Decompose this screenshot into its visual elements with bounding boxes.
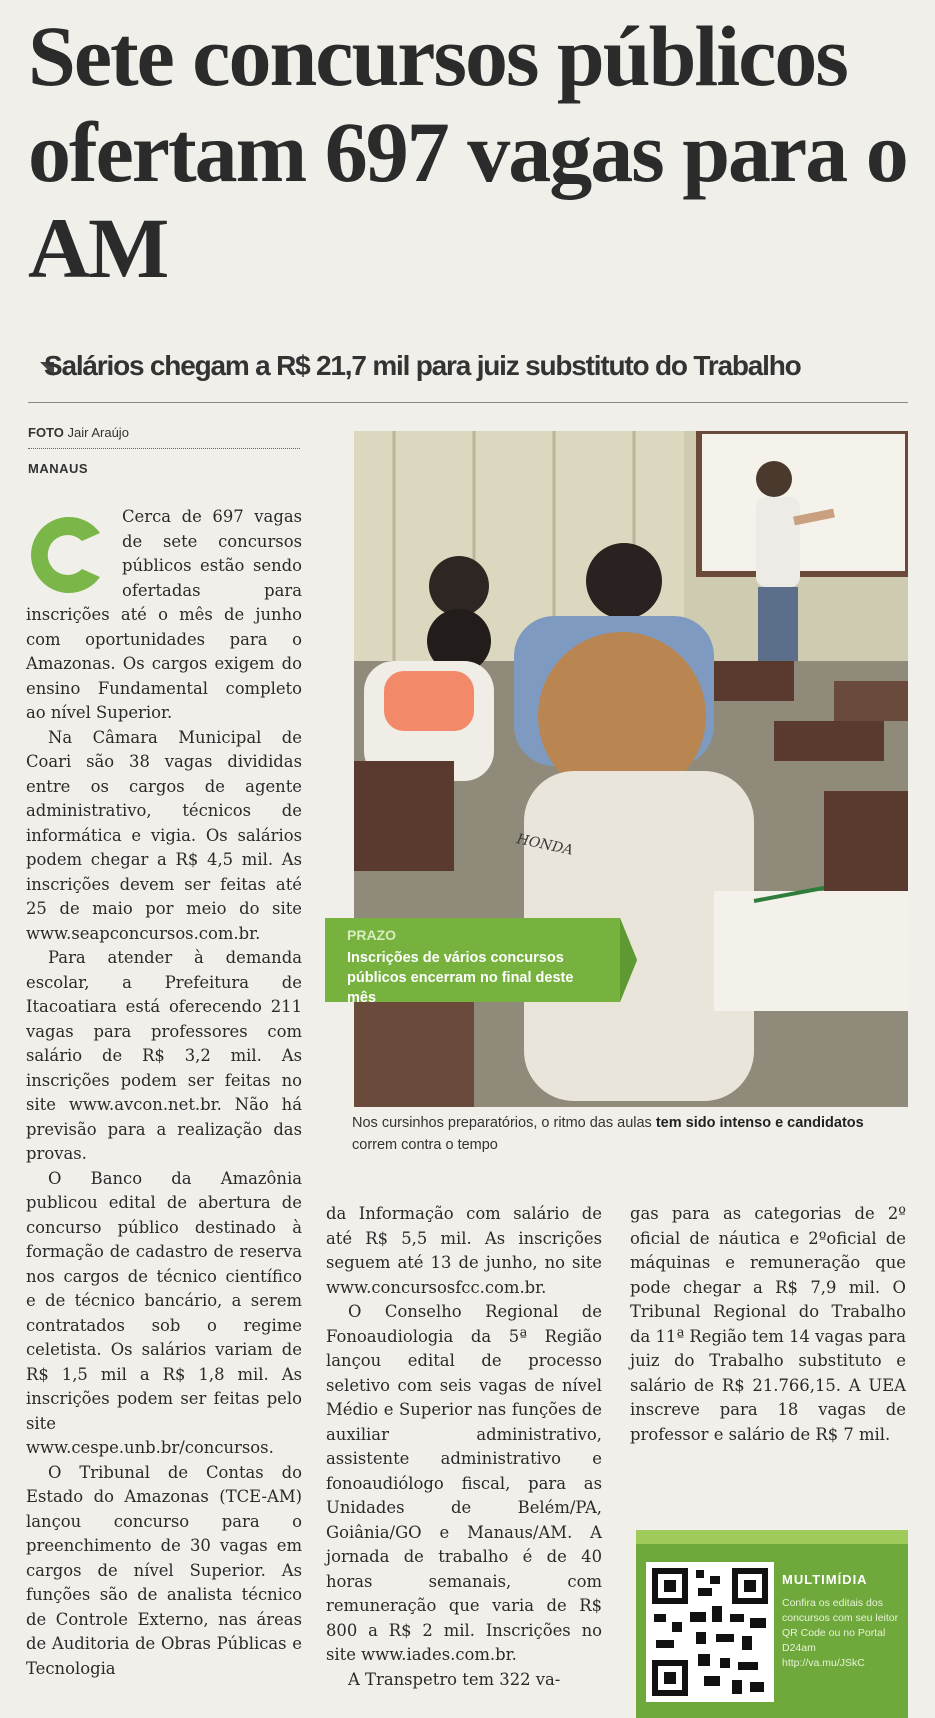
article-column-1 — [26, 505, 302, 1681]
headline: Sete concursos públicos ofertam 697 vagas para o AM — [28, 8, 907, 296]
shirt-print-text: HONDA — [515, 831, 575, 859]
photo-credit — [28, 425, 129, 440]
dateline: MANAUS — [28, 461, 89, 476]
subhead-divider — [28, 402, 908, 403]
photo-credit-name: Jair Araújo — [67, 425, 129, 440]
paragraph: A Transpetro tem 322 va- — [348, 1669, 561, 1689]
callout-text: Inscrições de vários concursos públicos encerram no final deste mês — [347, 950, 574, 1006]
photo-credit-label: FOTO — [28, 425, 64, 440]
paragraph: da Informação com salário de até R$ 5,5 mil. As inscrições seguem até 13 de junho, no site www.concursosfcc.com.br. — [326, 1204, 602, 1297]
photo-caption — [352, 1112, 908, 1156]
multimedia-title: MULTIMÍDIA — [782, 1572, 868, 1587]
paragraph: Para atender à demanda escolar, a Prefeitura de Itacoatiara está oferecendo 211 vagas para professores com salário de R$ 3,2 mil. As inscrições podem ser feitas no site www.avcon.net.br. Não há previsão para a realização das provas. — [26, 948, 302, 1163]
multimedia-box-top-bar — [636, 1530, 908, 1544]
article-column-2 — [326, 1202, 602, 1692]
paragraph: gas para as categorias de 2º oficial de náutica e 2ºoficial de máquinas e remuneração que pode chegar a R$ 7,9 mil. O Tribunal Regional do Trabalho da 11ª Região tem 14 vagas para juiz do Trabalho substituto e salário de R$ 21.766,15. A UEA inscreve para 18 vagas de professor e salário de R$ 7 mil. — [630, 1204, 906, 1444]
paragraph: O Conselho Regional de Fonoaudiologia da 5ª Região lançou edital de processo seletivo com seis vagas de nível Médio e Superior nas funções de auxiliar administrativo, assistente administrativo e fonoaudiólogo fiscal, para as Unidades de Belém/PA, Goiânia/GO e Manaus/AM. A jornada de trabalho é de 40 horas semanais, com remuneração que varia de R$ 800 a R$ 2 mil. Inscrições no site www.iades.com.br. — [326, 1302, 602, 1664]
paragraph: O Banco da Amazônia publicou edital de abertura de concurso público destinado à formação de cadastro de reserva nos cargos de técnico científico e de técnico bancário, a serem contratados sob o regime celetista. Os salários variam de R$ 1,5 mil a R$ 1,8 mil. As inscrições podem ser feitas pelo site www.cespe.unb.br/concursos. — [26, 1168, 302, 1457]
prazo-callout — [325, 908, 637, 1012]
dropcap-c-icon — [26, 507, 112, 603]
multimedia-text: Confira os editais dos concursos com seu leitor QR Code ou no Portal D24am http://va.mu/JSkC — [782, 1597, 899, 1669]
subheadline: Salários chegam a R$ 21,7 mil para juiz substituto do Trabalho — [44, 350, 801, 381]
caption-text-end: correm contra o tempo — [352, 1137, 498, 1153]
paragraph: O Tribunal de Contas do Estado do Amazonas (TCE-AM) lançou concurso para o preenchimento de 30 vagas em cargos de nível Superior. As funções são de analista técnico de Controle Externo, nas áreas de Auditoria de Obras Públicas e Tecnologia — [26, 1462, 302, 1678]
article-column-3 — [630, 1202, 906, 1447]
credit-divider — [28, 448, 300, 449]
qr-code-icon[interactable] — [646, 1562, 774, 1702]
paragraph: Cerca de 697 vagas de sete concursos públicos estão sendo ofertadas para inscrições até o mês de junho com oportunidades para o Amazonas. Os cargos exigem do ensino Fundamental completo ao nível Superior. — [26, 507, 302, 722]
paragraph: Na Câmara Municipal de Coari são 38 vagas divididas entre os cargos de agente administrativo, técnicos de informática e vigia. Os salários podem chegar a R$ 4,5 mil. As inscrições devem ser feitas até 25 de maio por meio do site www.seapconcursos.com.br. — [26, 727, 302, 943]
caption-text-bold: tem sido intenso e candidatos — [655, 1115, 864, 1131]
callout-title: PRAZO — [347, 927, 396, 943]
caption-text-start: Nos cursinhos preparatórios, o ritmo das aulas — [352, 1115, 656, 1131]
